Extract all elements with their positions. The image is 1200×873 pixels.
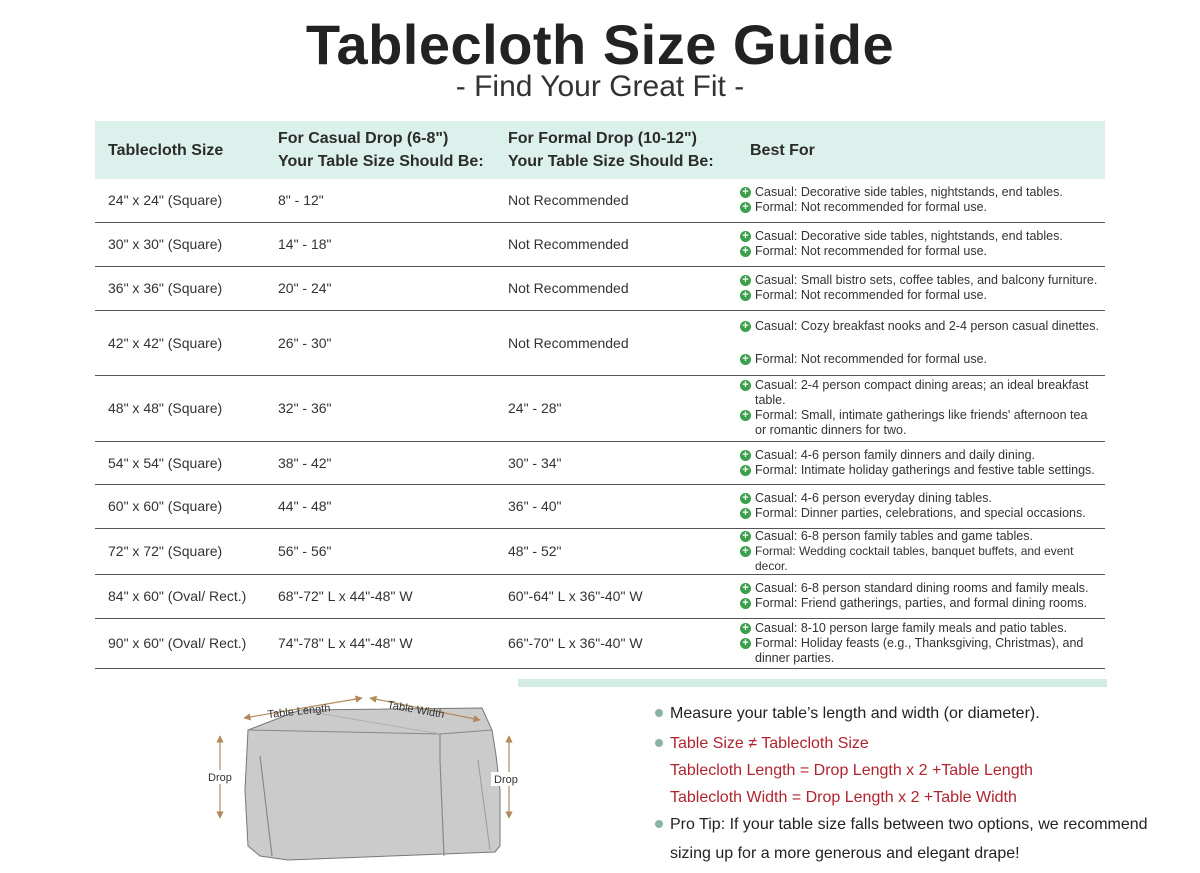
bullet-icon (655, 820, 663, 828)
cell-formal: 48" - 52" (495, 528, 730, 574)
plus-icon: + (740, 231, 751, 242)
table-row (95, 222, 1105, 266)
table-row (95, 310, 1105, 375)
plus-icon: + (740, 246, 751, 257)
width-label: Table Width (386, 699, 446, 721)
note-measure: Measure your table’s length and width (or diameter). (655, 700, 1195, 727)
cell-casual: 74"-78" L x 44"-48" W (265, 618, 495, 668)
cell-casual: 68"-72" L x 44"-48" W (265, 574, 495, 618)
cell-size: 60" x 60" (Square) (95, 484, 265, 528)
cell-casual: 38" - 42" (265, 441, 495, 484)
header-casual-drop: For Casual Drop (6-8") Your Table Size Should Be: (265, 121, 495, 179)
plus-icon: + (740, 623, 751, 634)
plus-icon: + (740, 508, 751, 519)
cell-formal: 66"-70" L x 36"-40" W (495, 618, 730, 668)
cell-best-for: + Casual: 8-10 person large family meals and patio tables. + Formal: Holiday feasts (e.g., Thanksgiving, Christmas), and dinner parties. (730, 618, 1105, 668)
cell-best-for: + Casual: 4-6 person everyday dining tables. + Formal: Dinner parties, celebrations, and special occasions. (730, 484, 1105, 528)
note-pro-tip-continued: sizing up for a more generous and elegant drape! (670, 845, 1020, 862)
cell-casual: 8" - 12" (265, 179, 495, 222)
table-row (95, 528, 1105, 574)
table-header-row (95, 121, 1105, 179)
cell-size: 72" x 72" (Square) (95, 528, 265, 574)
table-row (95, 266, 1105, 310)
cell-formal: 24" - 28" (495, 375, 730, 441)
note-pro-tip: Pro Tip: If your table size falls between two options, we recommend (655, 811, 1195, 838)
table-row (95, 618, 1105, 668)
header-best-for: Best For (730, 121, 1105, 179)
page-title: Tablecloth Size Guide (305, 13, 895, 76)
cell-formal: 30" - 34" (495, 441, 730, 484)
left-drop-label: Drop (208, 772, 232, 784)
plus-icon: + (740, 321, 751, 332)
plus-icon: + (740, 465, 751, 476)
plus-icon: + (740, 410, 751, 421)
cell-casual: 14" - 18" (265, 222, 495, 266)
header-tablecloth-size: Tablecloth Size (95, 121, 265, 179)
cell-casual: 44" - 48" (265, 484, 495, 528)
cell-formal: 60"-64" L x 36"-40" W (495, 574, 730, 618)
note-formula-title: Table Size ≠ Tablecloth Size (655, 730, 1195, 757)
plus-icon: + (740, 354, 751, 365)
cell-best-for: + Casual: 6-8 person standard dining rooms and family meals. + Formal: Friend gatherings, parties, and formal dining rooms. (730, 574, 1105, 618)
plus-icon: + (740, 450, 751, 461)
size-guide-table (95, 121, 1105, 669)
table-row (95, 375, 1105, 441)
plus-icon: + (740, 493, 751, 504)
plus-icon: + (740, 546, 751, 557)
cell-size: 54" x 54" (Square) (95, 441, 265, 484)
cell-size: 30" x 30" (Square) (95, 222, 265, 266)
cell-casual: 26" - 30" (265, 310, 495, 375)
plus-icon: + (740, 202, 751, 213)
plus-icon: + (740, 290, 751, 301)
cell-best-for: + Casual: Decorative side tables, nightstands, end tables. + Formal: Not recommended for formal use. (730, 222, 1105, 266)
cell-casual: 20" - 24" (265, 266, 495, 310)
length-label: Table Length (267, 702, 331, 721)
cell-formal: 36" - 40" (495, 484, 730, 528)
cell-best-for: + Casual: 2-4 person compact dining areas; an ideal breakfast table. + Formal: Small, intimate gatherings like friends' afternoon tea or romantic dinners for two. (730, 375, 1105, 441)
plus-icon: + (740, 638, 751, 649)
cell-best-for: + Casual: Decorative side tables, nightstands, end tables. + Formal: Not recommended for formal use. (730, 179, 1105, 222)
measurement-notes (655, 700, 1195, 867)
table-row (95, 574, 1105, 618)
page-subtitle: - Find Your Great Fit - (455, 70, 745, 103)
plus-icon: + (740, 531, 751, 542)
plus-icon: + (740, 187, 751, 198)
cell-size: 42" x 42" (Square) (95, 310, 265, 375)
cell-formal: Not Recommended (495, 222, 730, 266)
cell-best-for: + Casual: Cozy breakfast nooks and 2-4 person casual dinettes. + Formal: Not recommended for formal use. (730, 310, 1105, 375)
table-row (95, 484, 1105, 528)
bullet-icon (655, 739, 663, 747)
cell-best-for: + Casual: Small bistro sets, coffee tables, and balcony furniture. + Formal: Not recommended for formal use. (730, 266, 1105, 310)
cell-formal: Not Recommended (495, 179, 730, 222)
cell-size: 84" x 60" (Oval/ Rect.) (95, 574, 265, 618)
cell-casual: 32" - 36" (265, 375, 495, 441)
cell-formal: Not Recommended (495, 266, 730, 310)
plus-icon: + (740, 275, 751, 286)
cell-best-for: + Casual: 4-6 person family dinners and daily dining. + Formal: Intimate holiday gatherings and festive table settings. (730, 441, 1105, 484)
accent-divider-bar (518, 679, 1107, 687)
cell-size: 90" x 60" (Oval/ Rect.) (95, 618, 265, 668)
cell-formal: Not Recommended (495, 310, 730, 375)
plus-icon: + (740, 598, 751, 609)
cell-best-for: + Casual: 6-8 person family tables and game tables. + Formal: Wedding cocktail tables, banquet buffets, and event decor. (730, 528, 1105, 574)
table-row (95, 441, 1105, 484)
header-formal-drop: For Formal Drop (10-12") Your Table Size Should Be: (495, 121, 730, 179)
cell-size: 36" x 36" (Square) (95, 266, 265, 310)
plus-icon: + (740, 583, 751, 594)
cell-size: 24" x 24" (Square) (95, 179, 265, 222)
tablecloth-shape (245, 708, 500, 860)
cell-casual: 56" - 56" (265, 528, 495, 574)
bullet-icon (655, 709, 663, 717)
plus-icon: + (740, 380, 751, 391)
right-drop-label: Drop (494, 774, 518, 786)
note-formula-width: Tablecloth Width = Drop Length x 2 +Table Width (670, 789, 1017, 806)
tablecloth-diagram (200, 690, 530, 870)
cell-size: 48" x 48" (Square) (95, 375, 265, 441)
note-formula-length: Tablecloth Length = Drop Length x 2 +Table Length (670, 762, 1033, 779)
table-row (95, 179, 1105, 222)
